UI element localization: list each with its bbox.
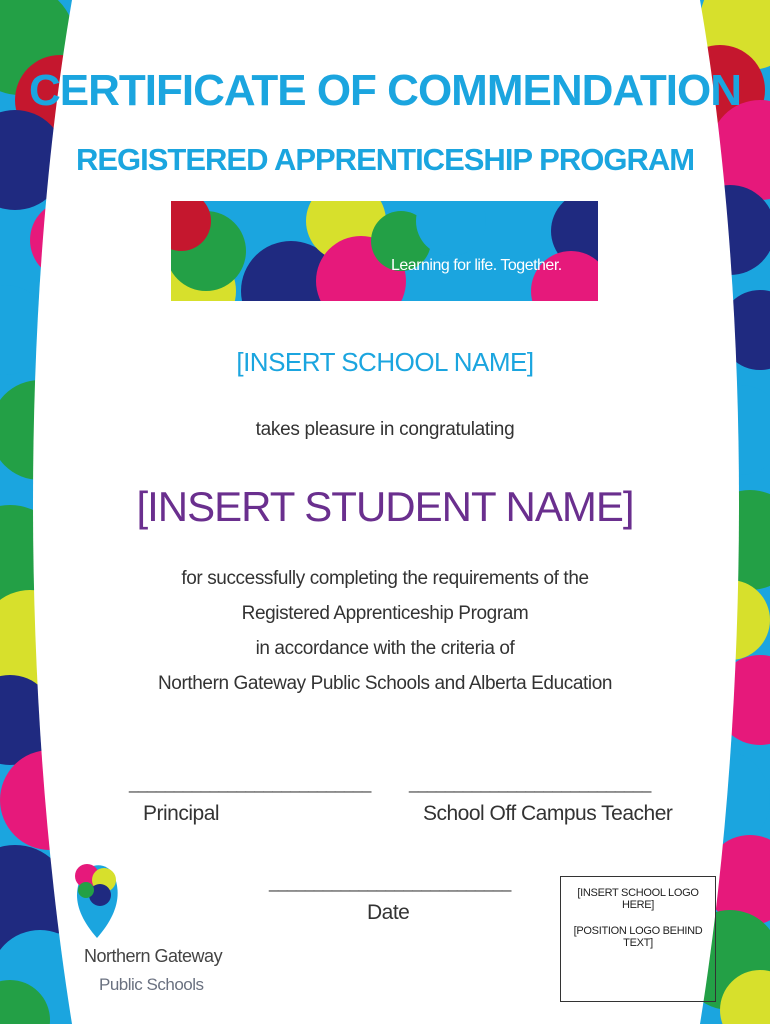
date-signature-line: ___________________________ — [269, 873, 511, 892]
pleasure-line: takes pleasure in congratulating — [255, 419, 515, 440]
banner-image — [171, 201, 598, 301]
banner-tagline: Learning for life. Together. — [391, 257, 562, 274]
school-logo-placeholder — [560, 876, 716, 1002]
northern-gateway-logo-icon — [72, 860, 122, 940]
school-name-placeholder: [INSERT SCHOOL NAME] — [236, 347, 534, 377]
body-line-1: for successfully completing the requirements of the — [181, 568, 589, 589]
organization-name: Northern Gateway — [84, 946, 223, 966]
body-line-2: Registered Apprenticeship Program — [241, 603, 529, 624]
teacher-label: School Off Campus Teacher — [423, 802, 673, 825]
certificate-subtitle: REGISTERED APPRENTICESHIP PROGRAM — [75, 142, 695, 177]
body-line-3: in accordance with the criteria of — [255, 638, 515, 659]
logo-box-line-2: [POSITION LOGO BEHIND TEXT] — [573, 925, 703, 949]
teacher-signature-line: ___________________________ — [409, 774, 651, 793]
principal-label: Principal — [143, 802, 220, 825]
logo-box-line-1: [INSERT SCHOOL LOGO HERE] — [577, 887, 699, 911]
principal-signature-line: ___________________________ — [129, 774, 371, 793]
body-line-4: Northern Gateway Public Schools and Alberta Education — [157, 673, 613, 694]
organization-subname: Public Schools — [99, 975, 204, 994]
student-name-placeholder: [INSERT STUDENT NAME] — [136, 483, 634, 530]
date-label: Date — [367, 901, 410, 924]
certificate-title: CERTIFICATE OF COMMENDATION — [29, 66, 741, 115]
